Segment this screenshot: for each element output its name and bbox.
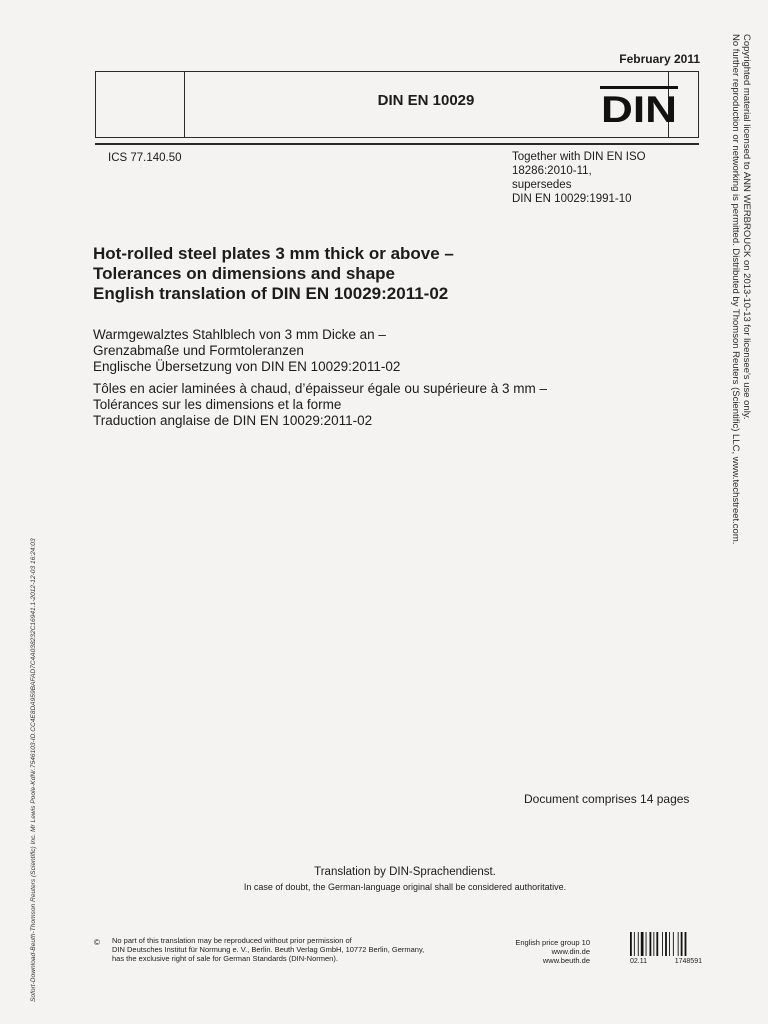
rights-line: DIN Deutsches Institut für Normung e. V., Berlin. Beuth Verlag GmbH, 10772 Berlin, Germany, <box>112 945 425 954</box>
supersedes-note <box>512 150 646 206</box>
publication-date: February 2011 <box>619 52 700 66</box>
authority-note: In case of doubt, the German-language original shall be considered authoritative. <box>243 882 567 892</box>
english-title-line: Hot-rolled steel plates 3 mm thick or above – <box>93 244 454 263</box>
license-line: Copyrighted material licensed to ANN WERBROUCK on 2013-10-13 for licensee's use only. <box>741 34 752 420</box>
download-margin-note: Sofort-Download-Beuth-Thomson Reuters (Scientific) Inc. Mr Lewis Poole-KdNr.7546103-ID.CC4E8DA959BAFAD7C4A038232C16941.1-2012-12-03 16:24:03 <box>30 538 37 1002</box>
french-title <box>93 381 547 429</box>
barcode-date: 02.11 <box>630 958 647 965</box>
copyright-symbol: © <box>94 938 100 947</box>
license-line: No further reproduction or networking is permitted. Distributed by Thomson Reuters (Scientific) LLC, www.techstreet.com. <box>730 34 741 545</box>
german-title-line: Grenzabmaße und Formtoleranzen <box>93 343 304 358</box>
supersedes-line: 18286:2010-11, <box>512 165 592 177</box>
header-empty-cell <box>96 72 185 137</box>
english-title <box>93 244 454 304</box>
rights-line: No part of this translation may be reproduced without prior permission of <box>112 936 352 945</box>
german-title-line: Englische Übersetzung von DIN EN 10029:2011-02 <box>93 359 401 374</box>
din-website: www.din.de <box>551 947 590 956</box>
german-title <box>93 327 400 375</box>
standard-number: DIN EN 10029 <box>377 92 475 109</box>
barcode-id: 1748591 <box>674 958 702 965</box>
supersedes-line: Together with DIN EN ISO <box>512 151 646 163</box>
page-count: Document comprises 14 pages <box>524 792 690 806</box>
rights-line: has the exclusive right of sale for German Standards (DIN-Normen). <box>112 954 338 963</box>
rights-notice <box>112 936 424 963</box>
english-title-line: English translation of DIN EN 10029:2011-02 <box>93 284 449 303</box>
supersedes-line: DIN EN 10029:1991-10 <box>512 193 632 205</box>
ics-code: ICS 77.140.50 <box>108 152 182 164</box>
barcode-numbers <box>630 958 702 965</box>
french-title-line: Tolérances sur les dimensions et la forme <box>93 397 342 412</box>
price-group: English price group 10 <box>515 938 590 947</box>
english-title-line: Tolerances on dimensions and shape <box>93 264 395 283</box>
french-title-line: Tôles en acier laminées à chaud, d’épaisseur égale ou supérieure à 3 mm – <box>93 381 548 396</box>
header-divider <box>95 143 699 145</box>
price-info <box>492 938 590 965</box>
license-margin-note <box>730 34 752 544</box>
header-title-cell <box>184 72 669 137</box>
barcode <box>630 932 700 956</box>
german-title-line: Warmgewalztes Stahlblech von 3 mm Dicke an – <box>93 327 386 342</box>
din-logo <box>600 86 678 126</box>
translation-credit: Translation by DIN-Sprachendienst. <box>314 866 496 878</box>
supersedes-line: supersedes <box>512 179 572 191</box>
french-title-line: Traduction anglaise de DIN EN 10029:2011-02 <box>93 413 373 428</box>
din-logo-text: DIN <box>601 89 677 126</box>
beuth-website: www.beuth.de <box>542 956 590 965</box>
